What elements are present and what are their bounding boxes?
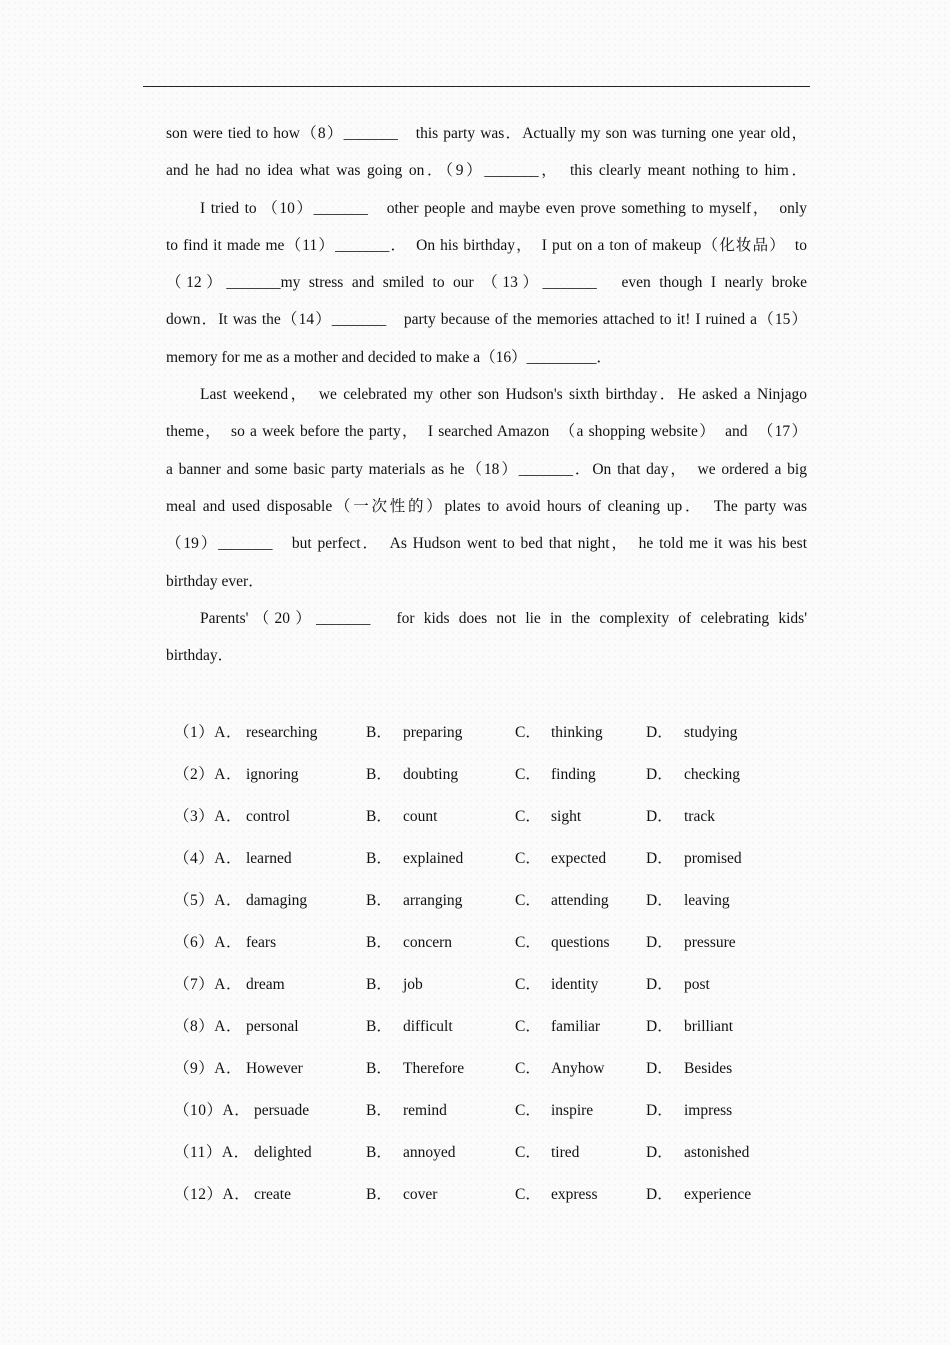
option-text[interactable]: identity <box>551 976 599 993</box>
option-letter: B． <box>366 934 392 951</box>
question-row <box>174 966 794 1008</box>
option-text[interactable]: delighted <box>254 1144 312 1161</box>
option-letter: C． <box>515 1144 541 1161</box>
options-list <box>174 714 794 1218</box>
option-letter: C． <box>515 976 541 993</box>
passage-line: Last weekend， we celebrated my other son Hudson's sixth birthday．He asked a Ninjago <box>200 386 807 404</box>
question-row <box>174 882 794 924</box>
question-row <box>174 1134 794 1176</box>
passage-line: （12）_______my stress and smiled to our （13）_______ even though I nearly broke <box>166 274 807 292</box>
option-letter: B． <box>366 766 392 783</box>
option-text[interactable]: attending <box>551 892 609 909</box>
option-text[interactable]: familiar <box>551 1018 601 1035</box>
option-text[interactable]: sight <box>551 808 582 825</box>
option-text[interactable]: job <box>403 976 423 993</box>
option-text[interactable]: difficult <box>403 1018 453 1035</box>
option-text[interactable]: pressure <box>684 934 736 951</box>
question-number: （7）A． <box>174 976 242 993</box>
option-text[interactable]: post <box>684 976 710 993</box>
question-number: （4）A． <box>174 850 242 867</box>
option-letter: D． <box>646 976 673 993</box>
option-text[interactable]: track <box>684 808 715 825</box>
question-row <box>174 840 794 882</box>
option-letter: B． <box>366 850 392 867</box>
option-text[interactable]: express <box>551 1186 598 1203</box>
option-letter: B． <box>366 1102 392 1119</box>
passage-line: memory for me as a mother and decided to make a（16）_________． <box>166 348 612 366</box>
option-text[interactable]: inspire <box>551 1102 594 1119</box>
option-letter: D． <box>646 766 673 783</box>
question-number: （11）A． <box>174 1144 250 1161</box>
question-number: （6）A． <box>174 934 242 951</box>
option-letter: D． <box>646 1060 673 1077</box>
option-letter: C． <box>515 934 541 951</box>
option-letter: B． <box>366 1060 392 1077</box>
question-number: （12）A． <box>174 1186 251 1203</box>
option-text[interactable]: arranging <box>403 892 463 909</box>
question-row <box>174 714 794 756</box>
question-row <box>174 1008 794 1050</box>
option-letter: D． <box>646 808 673 825</box>
option-text[interactable]: concern <box>403 934 453 951</box>
option-text[interactable]: expected <box>551 850 607 867</box>
option-letter: C． <box>515 766 541 783</box>
question-number: （2）A． <box>174 766 242 783</box>
option-letter: D． <box>646 934 673 951</box>
option-text[interactable]: finding <box>551 766 596 783</box>
option-letter: B． <box>366 1144 392 1161</box>
option-text[interactable]: doubting <box>403 766 459 783</box>
passage-line: meal and used disposable（一次性的）plates to avoid hours of cleaning up． The party was <box>166 497 807 515</box>
question-number: （10）A． <box>174 1102 251 1119</box>
option-text[interactable]: damaging <box>246 892 308 909</box>
question-row <box>174 798 794 840</box>
question-row <box>174 1050 794 1092</box>
option-letter: B． <box>366 892 392 909</box>
option-text[interactable]: dream <box>246 976 285 993</box>
option-text[interactable]: impress <box>684 1102 733 1119</box>
option-letter: D． <box>646 850 673 867</box>
option-text[interactable]: researching <box>246 724 318 741</box>
option-letter: C． <box>515 1102 541 1119</box>
option-text[interactable]: thinking <box>551 724 603 741</box>
option-text[interactable]: However <box>246 1060 303 1077</box>
option-letter: D． <box>646 1144 673 1161</box>
option-letter: B． <box>366 1018 392 1035</box>
option-letter: D． <box>646 1102 673 1119</box>
option-text[interactable]: create <box>254 1186 291 1203</box>
option-text[interactable]: Therefore <box>403 1060 465 1077</box>
passage-line: birthday ever． <box>166 572 264 590</box>
passage-line: theme， so a week before the party， I searched Amazon （a shopping website） and （17） <box>166 423 807 441</box>
option-text[interactable]: control <box>246 808 290 825</box>
passage-line: down．It was the（14）_______ party because of the memories attached to it! I ruined a（15） <box>166 311 807 329</box>
passage-line: （19）_______ but perfect． As Hudson went to bed that night， he told me it was his best <box>166 535 807 553</box>
passage <box>166 115 807 674</box>
passage-line: son were tied to how（8）_______ this party was．Actually my son was turning one year old， <box>166 125 807 142</box>
option-letter: C． <box>515 1060 541 1077</box>
option-letter: C． <box>515 1186 541 1203</box>
option-text[interactable]: remind <box>403 1102 447 1119</box>
option-text[interactable]: Anyhow <box>551 1060 605 1077</box>
option-text[interactable]: learned <box>246 850 292 867</box>
option-letter: B． <box>366 1186 392 1203</box>
header-rule <box>143 86 810 87</box>
option-text[interactable]: personal <box>246 1018 299 1035</box>
option-letter: B． <box>366 976 392 993</box>
option-text[interactable]: leaving <box>684 892 730 909</box>
option-letter: D． <box>646 1018 673 1035</box>
option-letter: C． <box>515 724 541 741</box>
option-text[interactable]: checking <box>684 766 740 783</box>
option-letter: D． <box>646 892 673 909</box>
option-letter: C． <box>515 850 541 867</box>
option-text[interactable]: cover <box>403 1186 438 1203</box>
passage-line: birthday． <box>166 647 234 665</box>
option-text[interactable]: annoyed <box>403 1144 456 1161</box>
question-number: （3）A． <box>174 808 242 825</box>
option-letter: B． <box>366 808 392 825</box>
question-row <box>174 1176 794 1218</box>
option-letter: C． <box>515 1018 541 1035</box>
option-text[interactable]: questions <box>551 934 610 951</box>
option-text[interactable]: experience <box>684 1186 752 1203</box>
option-text[interactable]: fears <box>246 934 277 951</box>
passage-line: Parents'（20）_______ for kids does not lie in the complexity of celebrating kids' <box>200 609 807 627</box>
question-number: （9）A． <box>174 1060 242 1077</box>
question-number: （5）A． <box>174 892 242 909</box>
option-text[interactable]: count <box>403 808 438 825</box>
option-text[interactable]: ignoring <box>246 766 299 783</box>
option-letter: D． <box>646 1186 673 1203</box>
question-number: （1）A． <box>174 724 242 741</box>
option-text[interactable]: astonished <box>684 1144 750 1161</box>
option-letter: D． <box>646 724 673 741</box>
question-row <box>174 924 794 966</box>
question-row <box>174 756 794 798</box>
option-text[interactable]: persuade <box>254 1102 310 1119</box>
option-text[interactable]: tired <box>551 1144 580 1161</box>
option-text[interactable]: Besides <box>684 1060 733 1077</box>
passage-line: and he had no idea what was going on．（9）_______， this clearly meant nothing to him． <box>166 162 807 180</box>
option-letter: C． <box>515 808 541 825</box>
option-text[interactable]: preparing <box>403 724 463 741</box>
passage-line: to find it made me（11）_______． On his birthday， I put on a ton of makeup（化妆品） to <box>166 236 807 254</box>
option-letter: C． <box>515 892 541 909</box>
option-text[interactable]: brilliant <box>684 1018 734 1035</box>
passage-line: a banner and some basic party materials as he（18）_______．On that day， we ordered a big <box>166 460 807 478</box>
question-row <box>174 1092 794 1134</box>
option-text[interactable]: promised <box>684 850 742 867</box>
option-letter: B． <box>366 724 392 741</box>
question-number: （8）A． <box>174 1018 242 1035</box>
option-text[interactable]: studying <box>684 724 738 741</box>
passage-line: I tried to （10）_______ other people and maybe even prove something to myself， only <box>200 199 807 217</box>
option-text[interactable]: explained <box>403 850 464 867</box>
